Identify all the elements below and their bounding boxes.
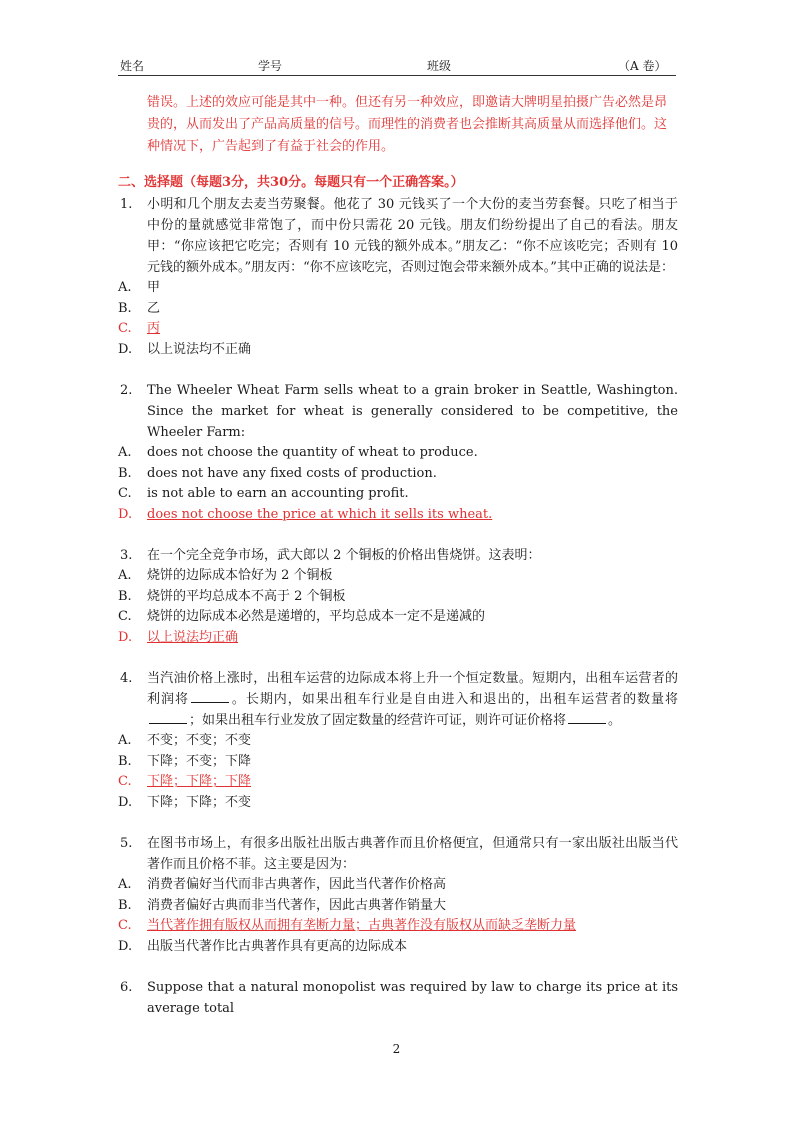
option-a <box>118 278 678 299</box>
option-text: 乙 <box>147 300 161 316</box>
student-id-label: 学号 <box>258 59 283 73</box>
option-label: D. <box>118 629 133 645</box>
question-text-part: ；如果出租车行业发放了固定数量的经营许可证，则许可证价格将 <box>189 713 567 728</box>
option-label: D. <box>118 794 133 810</box>
question-number: 3. <box>120 548 133 563</box>
fill-blank <box>191 690 229 703</box>
option-text: does not have any fixed costs of production. <box>147 465 437 481</box>
option-text: 以上说法均不正确 <box>147 341 252 357</box>
question-number: 6. <box>120 980 133 995</box>
option-label: A. <box>118 568 132 583</box>
page-content <box>118 92 678 1019</box>
option-text: 不变；不变；不变 <box>147 733 252 748</box>
option-c-correct <box>118 772 678 793</box>
option-b <box>118 299 678 320</box>
option-text: 消费者偏好古典而非当代著作，因此古典著作销量大 <box>147 897 447 913</box>
option-label: C. <box>118 918 132 933</box>
option-text: 出版当代著作比古典著作具有更高的边际成本 <box>147 938 408 954</box>
question-number: 4. <box>120 671 133 686</box>
fill-blank <box>149 711 187 724</box>
question-number: 5. <box>120 836 133 851</box>
option-label: D. <box>118 938 133 954</box>
option-label: B. <box>118 753 132 769</box>
question-5 <box>118 833 678 957</box>
option-label: C. <box>118 486 132 501</box>
option-label: D. <box>118 341 133 357</box>
option-b <box>118 464 678 485</box>
question-text-part: 当汽油价格上涨时，出租车运营的边际成本将上升一个恒定数量。短期内，出租车运营者的利润将 <box>147 671 678 707</box>
option-b <box>118 752 678 773</box>
page-header <box>118 55 676 76</box>
option-a <box>118 875 678 896</box>
option-text: does not choose the quantity of wheat to produce. <box>147 445 478 460</box>
option-text: 丙 <box>147 321 161 336</box>
question-text: The Wheeler Wheat Farm sells wheat to a grain broker in Seattle, Washington. Since the market for wheat is generally considered to be competitive, the Wheeler Farm: <box>147 383 678 440</box>
intro-answer-text: 错误。上述的效应可能是其中一种。但还有另一种效应，即邀请大牌明星拍摄广告必然是昂贵的，从而发出了产品高质量的信号。而理性的消费者也会推断其高质量从而选择他们。这种情况下，广告起到了有益于社会的作用。 <box>147 95 668 154</box>
class-label: 班级 <box>427 59 452 73</box>
option-text: 下降；不变；下降 <box>147 753 252 769</box>
option-text: 下降；下降；不变 <box>147 794 252 810</box>
option-label: B. <box>118 465 132 481</box>
option-label: A. <box>118 877 132 892</box>
option-text: 以上说法均正确 <box>147 629 239 645</box>
page-number: 2 <box>392 1042 401 1056</box>
option-text: 烧饼的边际成本恰好为 2 个铜板 <box>147 568 333 583</box>
option-a <box>118 443 678 464</box>
option-c <box>118 484 678 505</box>
question-text: 在一个完全竞争市场，武大郎以 2 个铜板的价格出售烧饼。这表明： <box>147 548 541 563</box>
option-text: 甲 <box>147 280 161 295</box>
option-text: 下降；下降；下降 <box>147 774 252 789</box>
question-2 <box>118 380 678 525</box>
option-text: is not able to earn an accounting profit. <box>147 486 409 501</box>
option-a <box>118 731 678 752</box>
option-label: C. <box>118 321 132 336</box>
option-d-correct <box>118 628 678 649</box>
question-text-part: 。长期内，如果出租车行业是自由进入和退出的，出租车运营者的数量将 <box>230 692 678 707</box>
option-label: A. <box>118 445 132 460</box>
option-d <box>118 793 678 814</box>
option-c-correct <box>118 916 678 937</box>
option-label: C. <box>118 774 132 789</box>
option-label: B. <box>118 897 132 913</box>
option-label: A. <box>118 280 132 295</box>
option-label: B. <box>118 300 132 316</box>
option-text: 烧饼的边际成本必然是递增的，平均总成本一定不是递减的 <box>147 609 486 624</box>
question-4 <box>118 668 678 813</box>
option-text: 当代著作拥有版权从而拥有垄断力量；古典著作没有版权从而缺乏垄断力量 <box>147 918 577 933</box>
option-a <box>118 566 678 587</box>
name-label: 姓名 <box>120 59 145 73</box>
fill-blank <box>568 711 606 724</box>
question-text: Suppose that a natural monopolist was required by law to charge its price at its average total <box>147 980 678 1016</box>
option-d <box>118 340 678 361</box>
option-b <box>118 896 678 917</box>
option-b <box>118 587 678 608</box>
paper-version-label: （A 卷） <box>618 59 667 73</box>
option-label: C. <box>118 609 132 624</box>
option-text: 烧饼的平均总成本不高于 2 个铜板 <box>147 588 346 604</box>
option-d-correct <box>118 505 678 526</box>
question-text-part: 。 <box>608 713 622 728</box>
question-3 <box>118 545 678 648</box>
option-label: B. <box>118 588 132 604</box>
question-6 <box>118 977 678 1019</box>
question-text: 小明和几个朋友去麦当劳聚餐。他花了 30 元钱买了一个大份的麦当劳套餐。只吃了相当于中份的量就感觉非常饱了，而中份只需花 20 元钱。朋友们纷纷提出了自己的看法。朋友甲：“你应该把它吃完；否则有 10 元钱的额外成本。”朋友乙：“你不应该吃完；否则有 10 元钱的额外成本。”朋友丙：“你不应该吃完，否则过饱会带来额外成本。”其中正确的说法是： <box>147 197 678 275</box>
option-text: does not choose the price at which it sells its wheat. <box>147 506 493 522</box>
section-title: 二、选择题（每题3分，共30分。每题只有一个正确答案。） <box>118 175 464 190</box>
option-label: A. <box>118 733 132 748</box>
question-number: 2. <box>120 383 133 398</box>
option-text: 消费者偏好当代而非古典著作，因此当代著作价格高 <box>147 877 447 892</box>
option-c <box>118 607 678 628</box>
question-number: 1. <box>120 197 133 212</box>
option-label: D. <box>118 506 133 522</box>
question-1 <box>118 194 678 360</box>
question-text: 在图书市场上，有很多出版社出版古典著作而且价格便宜，但通常只有一家出版社出版当代著作而且价格不菲。这主要是因为： <box>147 836 678 872</box>
option-c-correct <box>118 319 678 340</box>
option-d <box>118 937 678 958</box>
